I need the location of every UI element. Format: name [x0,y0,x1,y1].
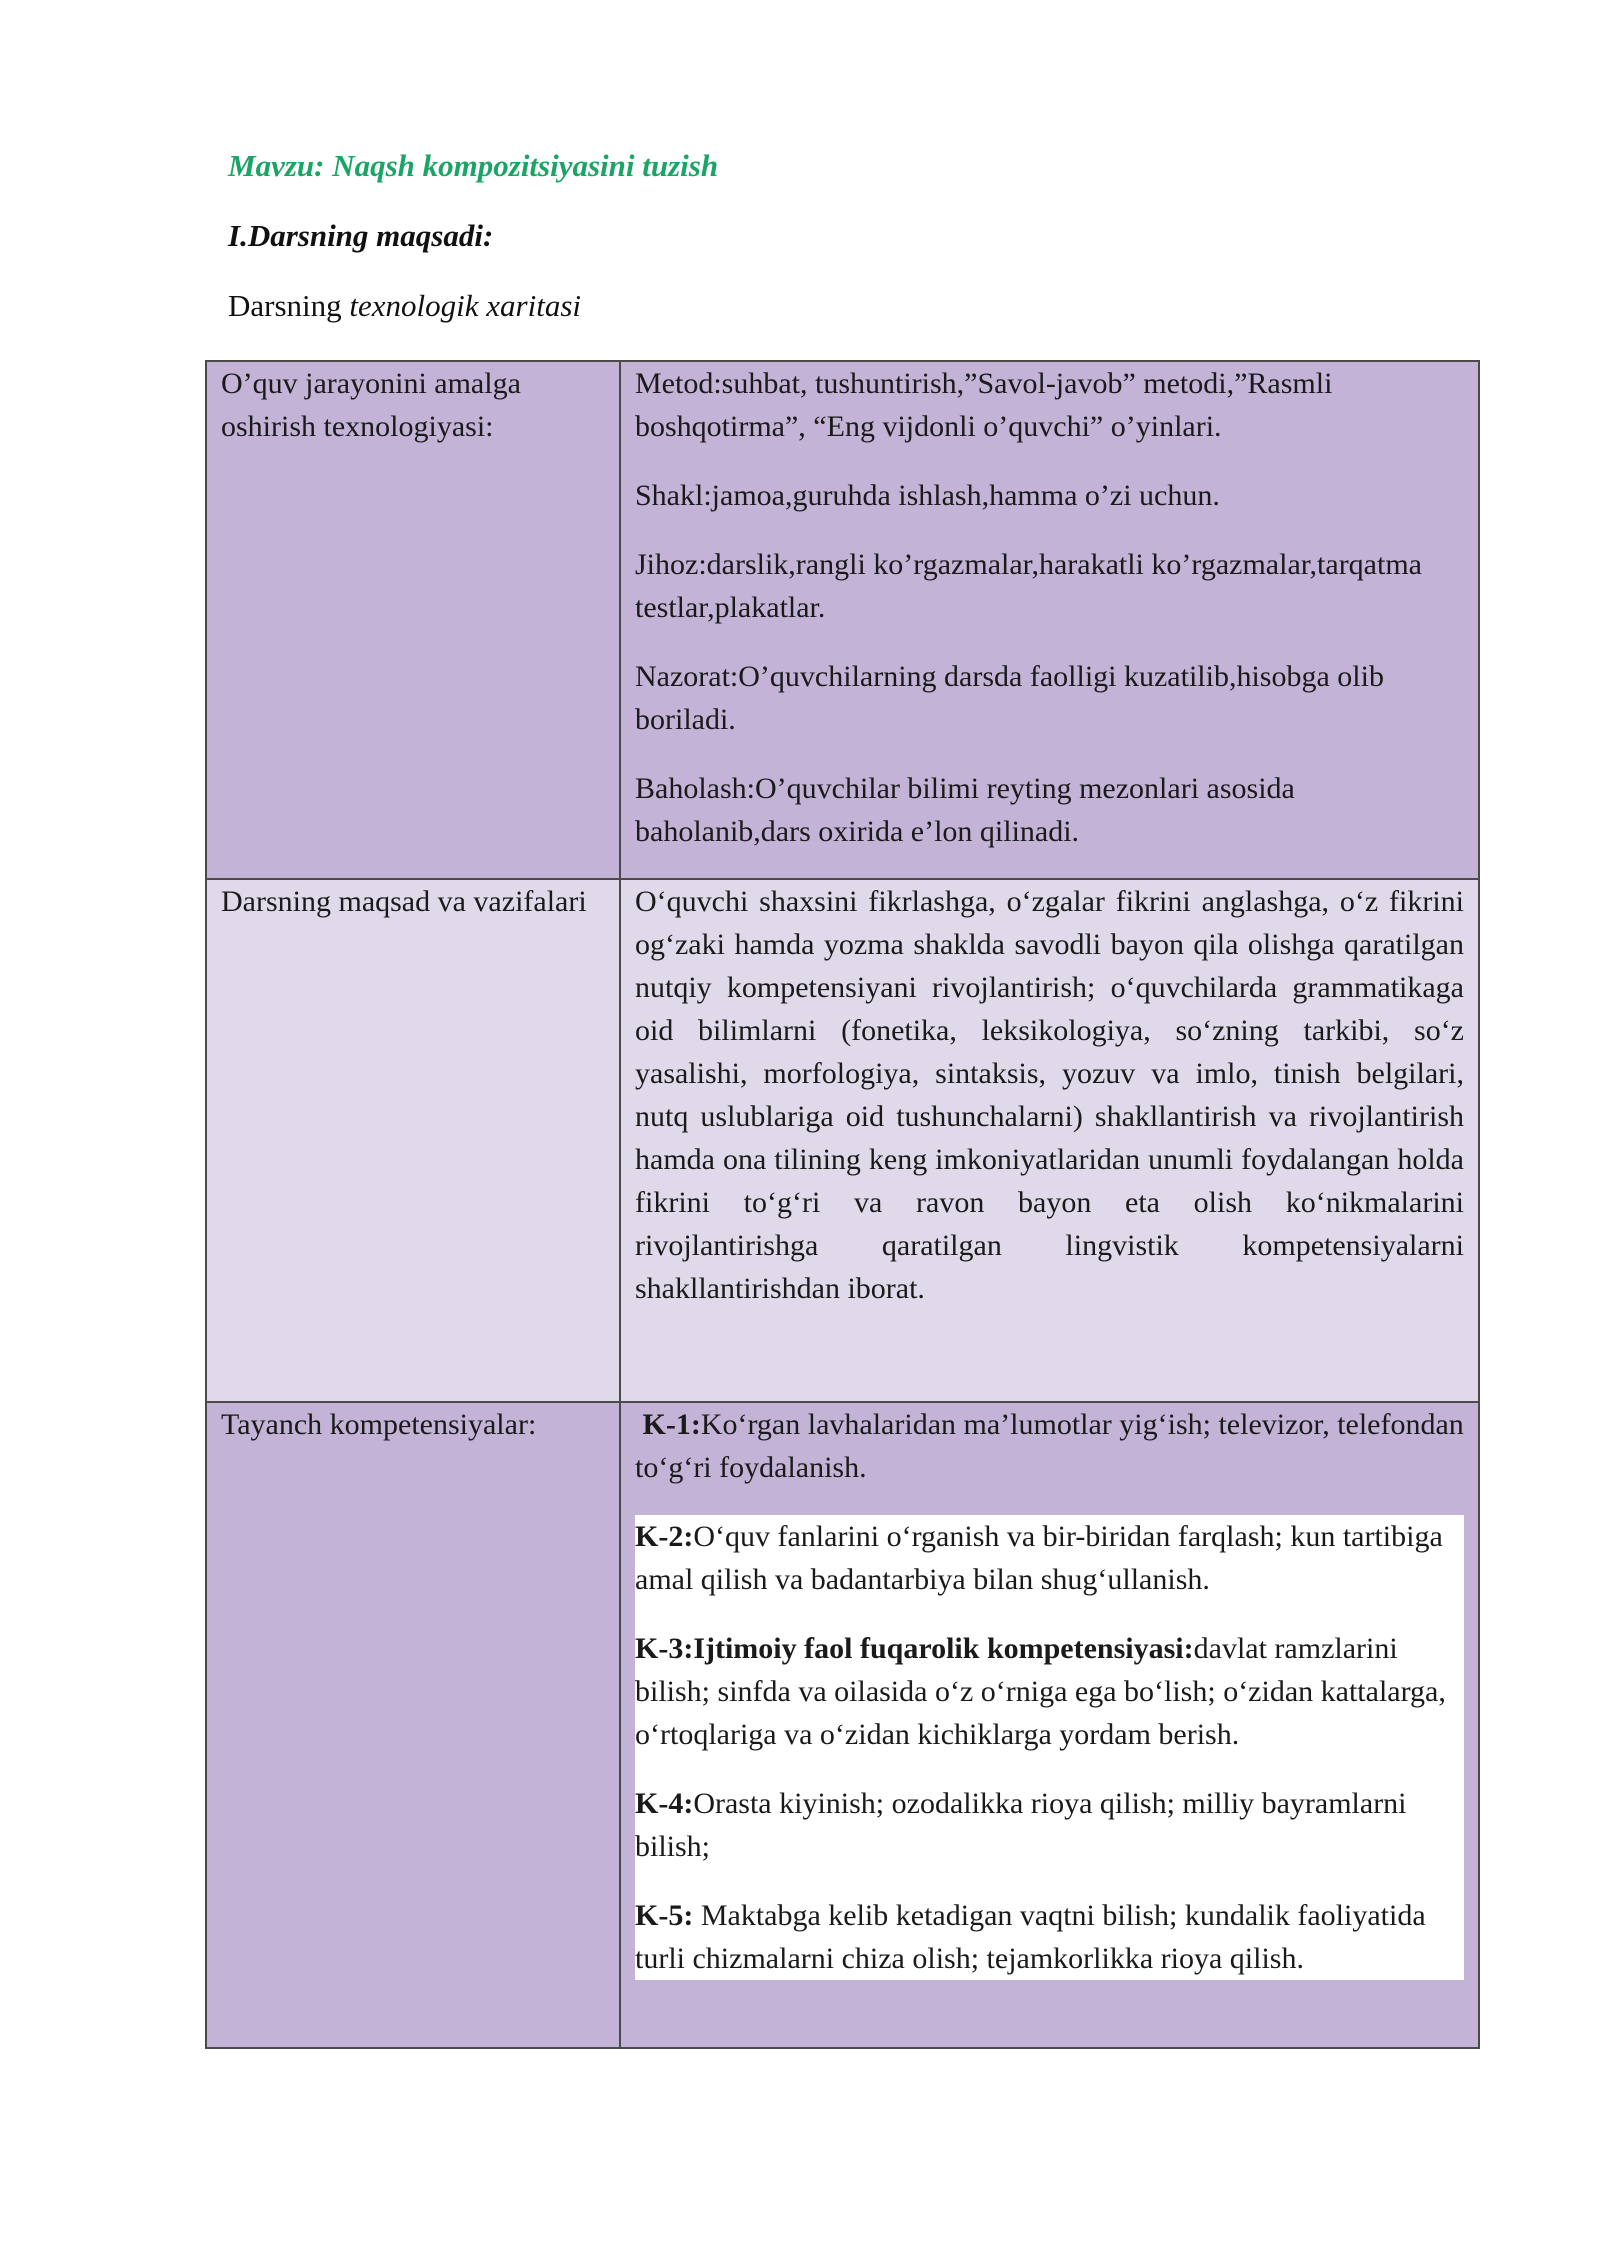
goal-heading: I.Darsning maqsadi: [228,218,494,253]
row-content [620,361,1479,879]
objectives-text: O‘quvchi shaxsini fikrlashga, o‘zgalar fikrini anglashga, o‘z fikrini og‘zaki hamda yozma shaklda savodli bayon qila olishga qaratilgan nutqiy kompetensiyani rivojlantirish; o‘quvchilarda grammatikaga oid bilimlarni (fonetika, leksikologiya, so‘zning tarkibi, so‘z yasalishi, morfologiya, sintaksis, yozuv va imlo, tinish belgilari, nutq uslublariga oid tushunchalarni) shakllantirish va rivojlantirish hamda ona tilining keng imkoniyatlaridan unumli foydalangan holda fikrini to‘g‘ri va ravon bayon eta olish ko‘nikmalarini rivojlantirishga qaratilgan lingvistik kompetensiyalarni shakllantirishdan iborat. [635,885,1464,1305]
subtitle-normal: Darsning [228,288,350,323]
row-label: Tayanch kompetensiyalar: [206,1402,620,2048]
k4-label: K-4: [635,1787,694,1820]
table-row [206,879,1479,1402]
k1-label: K-1: [642,1408,701,1441]
k5-label: K-5: [635,1899,694,1932]
lesson-topic: Mavzu: Naqsh kompozitsiyasini tuzish [228,148,719,183]
k3-label: K-3:Ijtimoiy faol fuqarolik kompetensiyasi: [635,1632,1194,1665]
assessment-text: Baholash:O’quvchilar bilimi reyting mezonlari asosida baholanib,dars oxirida e’lon qilinadi. [635,772,1295,848]
k4-text: Orasta kiyinish; ozodalikka rioya qilish; milliy bayramlarni bilish; [635,1787,1407,1863]
table-row [206,361,1479,879]
table-row [206,1402,1479,2048]
competency-k5 [635,1894,1464,1980]
row-label: O’quv jarayonini amalga oshirish texnologiyasi: [206,361,620,879]
competency-k4 [635,1782,1464,1868]
competency-box [635,1515,1464,1980]
lesson-plan-table [205,360,1480,2049]
row-content [620,1402,1479,2048]
row-label: Darsning maqsad va vazifalari [206,879,620,1402]
method-text: Metod:suhbat, tushuntirish,”Savol-javob” metodi,”Rasmli boshqotirma”, “Eng vijdonli o’quvchi” o’yinlari. [635,367,1333,443]
k1-text: Ko‘rgan lavhalaridan ma’lumotlar yig‘ish; televizor, telefondan to‘g‘ri foydalanish. [635,1408,1464,1484]
k5-text: Maktabga kelib ketadigan vaqtni bilish; kundalik faoliyatida turli chizmalarni chiza olish; tejamkorlikka rioya qilish. [635,1899,1426,1975]
form-text: Shakl:jamoa,guruhda ishlash,hamma o’zi uchun. [635,479,1220,512]
control-text: Nazorat:O’quvchilarning darsda faolligi kuzatilib,hisobga olib boriladi. [635,660,1384,736]
equipment-text: Jihoz:darslik,rangli ko’rgazmalar,harakatli ko’rgazmalar,tarqatma testlar,plakatlar. [635,548,1422,624]
competency-k1 [635,1403,1464,1489]
k2-label: K-2: [635,1520,694,1553]
competency-k3 [635,1627,1464,1756]
k3-text: davlat ramzlarini bilish; sinfda va oilasida o‘z o‘rniga ega bo‘lish; o‘zidan kattalarga, o‘rtoqlariga va o‘zidan kichiklarga yordam berish. [635,1632,1446,1751]
competency-k2 [635,1515,1464,1601]
subtitle-italic: texnologik xaritasi [349,288,581,323]
row-content [620,879,1479,1402]
k2-text: O‘quv fanlarini o‘rganish va bir-biridan farqlash; kun tartibiga amal qilish va badantarbiya bilan shug‘ullanish. [635,1520,1443,1596]
table-subtitle [228,288,581,324]
